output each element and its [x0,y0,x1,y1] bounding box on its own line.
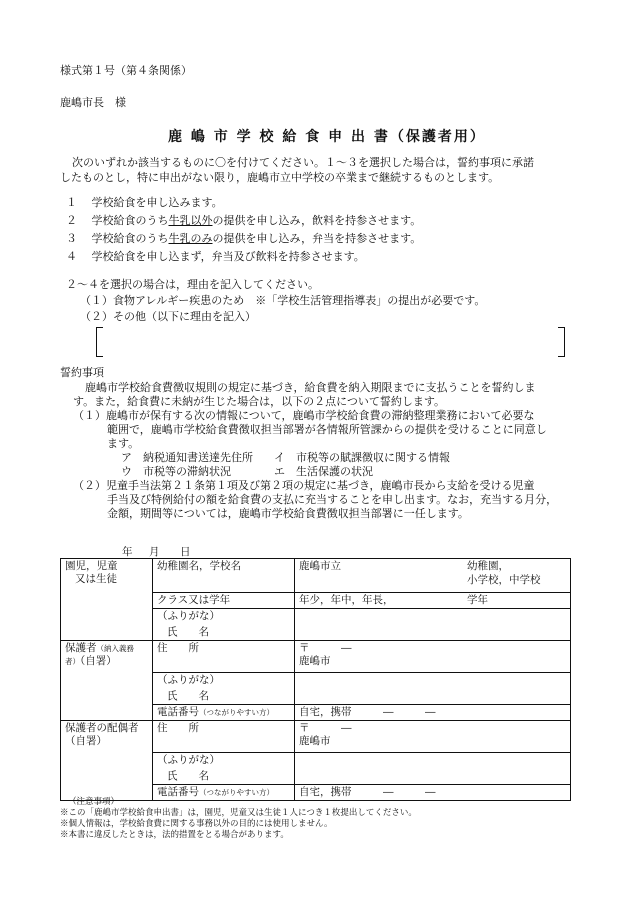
guardian-head-sign: （自署） [80,655,117,667]
option-text: 学校給食を申し込まず，弁当及び飲料を持参させます。 [91,250,365,263]
school-prefix: 鹿嶋市立 [299,560,341,572]
option-emphasis: 牛乳のみ [168,232,213,245]
spouse-postal: 〒 ― [299,722,352,734]
guardian-head-small: （納入義務 [96,644,134,653]
child-furigana-label: （ふりがな） [153,609,295,625]
guardian-phone-field[interactable]: 自宅，携帯 ― ― [295,705,571,721]
option-number: １ [66,196,77,209]
right-bracket [558,327,565,357]
option-number: ２ [66,214,77,227]
applicant-table [60,558,571,801]
school-option-school: 小学校，中学校 [467,574,541,586]
child-head-line2: 又は生徒 [75,573,117,585]
option-text-tail: の提供を申し込み，弁当を持参させます。 [212,232,422,245]
notes-heading: （注意事項） [68,797,120,807]
spouse-city: 鹿嶋市 [299,735,331,747]
spouse-address-field[interactable] [295,721,571,753]
class-options: 年少，年中，年長， [299,594,394,606]
class-label: クラス又は学年 [153,593,295,609]
pledge-info-e: エ 生活保護の状況 [274,465,373,478]
intro-line-1: 次のいずれか該当するものに〇を付けてください。１～３を選択した場合は，誓約事項に承諾 [72,156,534,169]
option-3[interactable] [66,232,421,246]
guardian-furigana-field[interactable] [295,673,571,689]
guardian-phone-label [153,705,295,721]
class-grade: 学年 [467,594,488,606]
guardian-section-head [61,641,153,721]
option-number: ４ [66,250,77,263]
pledge-item1-line-1: （１）鹿嶋市が保有する次の情報について，鹿嶋市学校給食費の滞納整理業務において必要な [73,409,535,422]
pledge-item1-line-3: ます。 [107,437,140,450]
phone-label-text: 電話番号 [157,706,199,718]
guardian-name-field[interactable] [295,689,571,705]
school-field[interactable] [295,559,571,593]
option-emphasis: 牛乳以外 [168,214,213,227]
phone-label-text: 電話番号 [157,786,199,798]
left-bracket [96,327,103,357]
phone-label-small: （つながりやすい方） [199,788,274,797]
school-label: 幼稚園名，学校名 [153,559,295,593]
spouse-section-head [61,721,153,801]
pledge-item2-line-1: （２）児童手当法第２１条第１項及び第２項の規定に基づき，鹿嶋市長から支給を受ける児童 [73,479,535,492]
spouse-phone-label [153,785,295,801]
pledge-item1-line-2: 範囲で，鹿嶋市学校給食費徴収担当部署が各情報所管課からの提供を受けることに同意し [107,423,547,436]
date-month: 月 [149,546,160,558]
pledge-info-i: イ 市税等の賦課徴収に関する情報 [274,451,450,464]
guardian-furigana-label: （ふりがな） [153,673,295,689]
option-text: 学校給食のうち [91,232,169,245]
guardian-name-text: 氏 名 [167,689,209,702]
guardian-address-field[interactable] [295,641,571,673]
pledge-line-1: 鹿嶋市学校給食費徴収規則の規定に基づき，給食費を納入期限までに支払うことを誓約しま [85,381,536,394]
reason-allergy[interactable]: （１）食物アレルギー疾患のため ※「学校生活管理指導表」の提出が必要です。 [80,294,486,307]
child-name-field[interactable] [295,625,571,641]
option-number: ３ [66,232,77,245]
note-1: ※この「鹿嶋市学校給食申出書」は，園児，児童又は生徒１人につき１枚提出してください。 [60,808,417,818]
spouse-name-field[interactable] [295,769,571,785]
spouse-furigana-label: （ふりがな） [153,753,295,769]
child-furigana-field[interactable] [295,609,571,625]
addressee: 鹿嶋市長 様 [60,96,126,109]
page-title: 鹿 嶋 市 学 校 給 食 申 出 書（保護者用） [168,129,486,145]
note-3: ※本書に違反したときは，法的措置をとる場合があります。 [60,830,289,840]
pledge-heading: 誓約事項 [60,366,104,379]
option-text-tail: の提供を申し込み，飲料を持参させます。 [212,214,422,227]
guardian-head-text: 保護者 [65,642,97,654]
guardian-name-label [153,689,295,705]
spouse-name-text: 氏 名 [167,769,209,782]
option-1[interactable] [66,196,223,210]
intro-line-2: したものとし，特に申出がない限り，鹿嶋市立中学校の卒業まで継続するものとします。 [60,171,500,184]
option-text: 学校給食を申し込みます。 [91,196,223,209]
child-head-line1: 園児，児童 [65,560,118,572]
date-day: 日 [180,546,191,558]
guardian-city: 鹿嶋市 [299,655,331,667]
form-number: 様式第１号（第４条関係） [60,64,192,77]
phone-label-small: （つながりやすい方） [199,708,274,717]
spouse-phone-field[interactable]: 自宅，携帯 ― ― [295,785,571,801]
pledge-item2-line-2: 手当及び特例給付の額を給食費の支払に充当することを申し出ます。なお，充当する月分， [107,493,558,506]
spouse-head-line2: （自署） [65,735,107,747]
option-text: 学校給食のうち [91,214,169,227]
spouse-head-line1: 保護者の配偶者 [65,722,139,734]
class-field[interactable] [295,593,571,609]
child-section-head [61,559,153,641]
pledge-info-a: ア 納税通知書送達先住所 [121,451,253,464]
reason-lead: ２～４を選択の場合は，理由を記入してください。 [66,278,319,291]
pledge-item2-line-3: 金額，期間等については，鹿嶋市学校給食費徴収担当部署に一任します。 [107,507,469,520]
option-2[interactable] [66,214,421,228]
guardian-address-label: 住 所 [153,641,295,673]
pledge-info-u: ウ 市税等の滞納状況 [121,465,231,478]
pledge-line-2: す。また，給食費に未納が生じた場合は，以下の２点について誓約します。 [73,395,446,408]
child-name-label [153,625,295,641]
option-4[interactable] [66,250,365,264]
child-name-text: 氏 名 [167,625,209,638]
spouse-address-label: 住 所 [153,721,295,753]
guardian-head-small2: 者） [65,657,80,666]
date-year: 年 [122,546,133,558]
school-option-kindergarten: 幼稚園， [467,560,509,572]
note-2: ※個人情報は，学校給食費に関する事務以外の目的には使用しません。 [60,819,333,829]
guardian-postal: 〒 ― [299,642,352,654]
reason-other[interactable]: （２）その他（以下に理由を記入） [80,310,256,323]
spouse-name-label [153,769,295,785]
spouse-furigana-field[interactable] [295,753,571,769]
